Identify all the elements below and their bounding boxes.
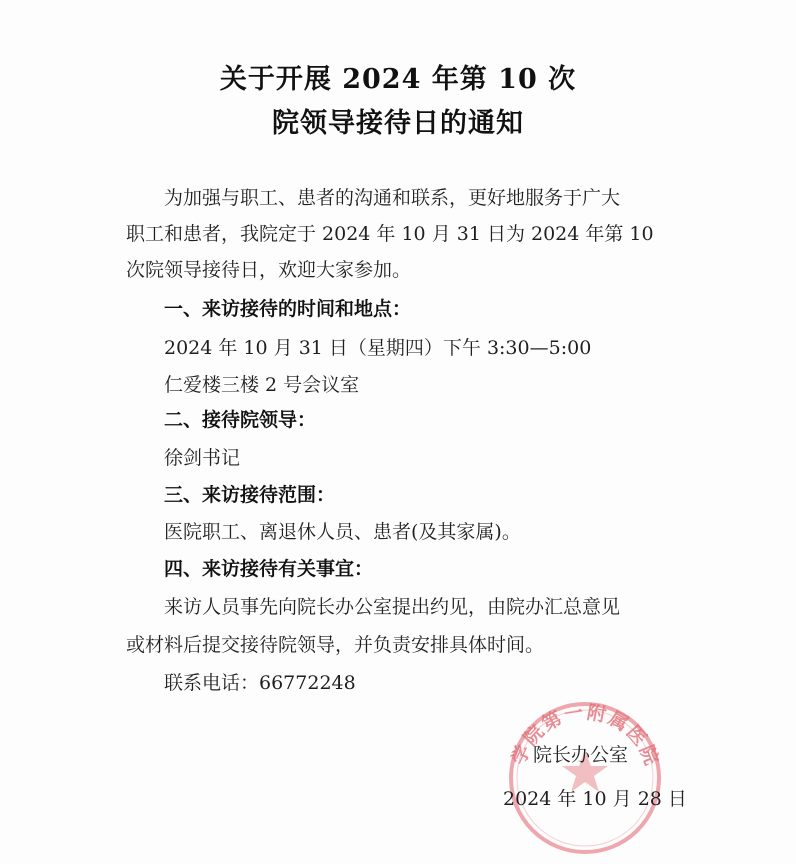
intro-line1: 为加强与职工、患者的沟通和联系，更好地服务于广大: [164, 187, 621, 209]
seal-text: 学院第一附属医院: [507, 701, 664, 771]
procedure-line1: 来访人员事先向院长办公室提出约见，由院办汇总意见: [164, 596, 621, 618]
section3-heading: 三、来访接待范围：: [164, 484, 336, 506]
section2-heading: 二、接待院领导：: [164, 409, 317, 431]
section4-heading: 四、来访接待有关事宜：: [164, 558, 374, 580]
leader-name: 徐剑书记: [164, 447, 241, 469]
signing-date: 2024 年 10 月 28 日: [503, 788, 687, 810]
procedure-line2: 或材料后提交接待院领导，并负责安排具体时间。: [126, 634, 545, 656]
visit-place: 仁爱楼三楼 2 号会议室: [164, 374, 360, 396]
visit-time: 2024 年 10 月 31 日（星期四）下午 3:30—5:00: [164, 337, 592, 359]
visit-scope: 医院职工、离退休人员、患者(及其家属)。: [164, 521, 521, 543]
official-seal-icon: [500, 690, 670, 860]
contact-phone: 联系电话：66772248: [164, 672, 356, 694]
section1-heading: 一、来访接待的时间和地点：: [164, 298, 412, 320]
notice-title-line1: 关于开展 2024 年第 10 次: [219, 64, 577, 95]
intro-line2: 职工和患者，我院定于 2024 年 10 月 31 日为 2024 年第 10: [126, 223, 654, 245]
intro-line3: 次院领导接待日，欢迎大家参加。: [126, 259, 412, 281]
notice-title-line2: 院领导接待日的通知: [272, 108, 524, 139]
signing-office: 院长办公室: [533, 744, 629, 766]
